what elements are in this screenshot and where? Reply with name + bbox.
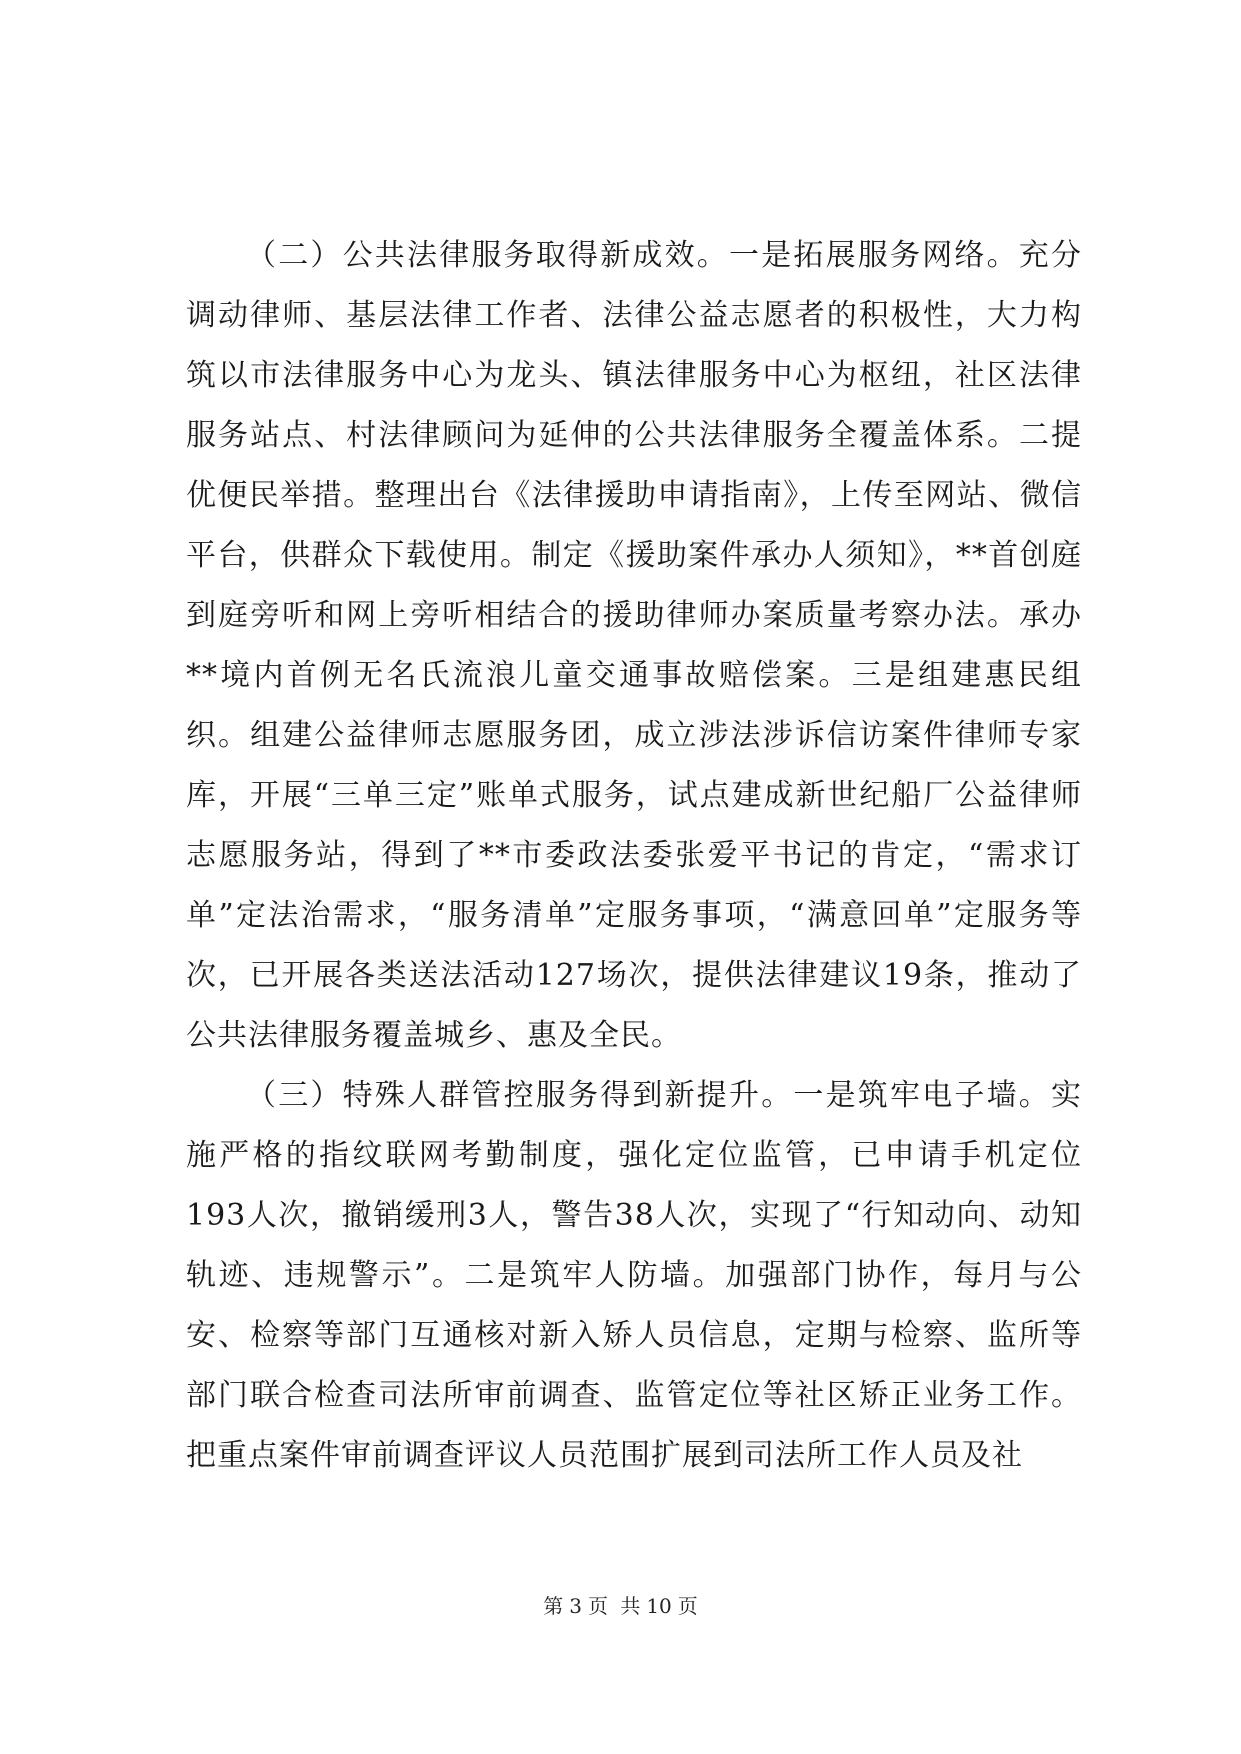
document-body xyxy=(186,226,1082,1486)
total-suffix: 页 xyxy=(677,1594,698,1618)
paragraph-special-population-control: （三）特殊人群管控服务得到新提升。一是筑牢电子墙。实施严格的指纹联网考勤制度，强化定位监管，已申请手机定位193人次，撤销缓刑3人，警告38人次，实现了“行知动向、动知轨迹、违规警示”。二是筑牢人防墙。加强部门协作，每月与公安、检察等部门互通核对新入矫人员信息，定期与检察、监所等部门联合检查司法所审前调查、监管定位等社区矫正业务工作。把重点案件审前调查评议人员范围扩展到司法所工作人员及社 xyxy=(186,1078,1082,1473)
paragraph-public-legal-services: （二）公共法律服务取得新成效。一是拓展服务网络。充分调动律师、基层法律工作者、法律公益志愿者的积极性，大力构筑以市法律服务中心为龙头、镇法律服务中心为枢纽，社区法律服务站点、村法律顾问为延伸的公共法律服务全覆盖体系。二提优便民举措。整理出台《法律援助申请指南》，上传至网站、微信平台，供群众下载使用。制定《援助案件承办人须知》，**首创庭到庭旁听和网上旁听相结合的援助律师办案质量考察办法。承办**境内首例无名氏流浪儿童交通事故赔偿案。三是组建惠民组织。组建公益律师志愿服务团，成立涉法涉诉信访案件律师专家库，开展“三单三定”账单式服务，试点建成新世纪船厂公益律师志愿服务站，得到了**市委政法委张爱平书记的肯定，“需求订单”定法治需求，“服务清单”定服务事项，“满意回单”定服务等次，已开展各类送法活动127场次，提供法律建议19条，推动了公共法律服务覆盖城乡、惠及全民。 xyxy=(186,238,1082,1053)
page-footer xyxy=(0,1590,1241,1619)
page-prefix: 第 xyxy=(543,1594,564,1618)
current-page-number: 3 xyxy=(569,1594,582,1618)
total-pages-number: 10 xyxy=(646,1594,672,1618)
total-prefix: 共 xyxy=(620,1594,641,1618)
page-suffix: 页 xyxy=(587,1594,608,1618)
